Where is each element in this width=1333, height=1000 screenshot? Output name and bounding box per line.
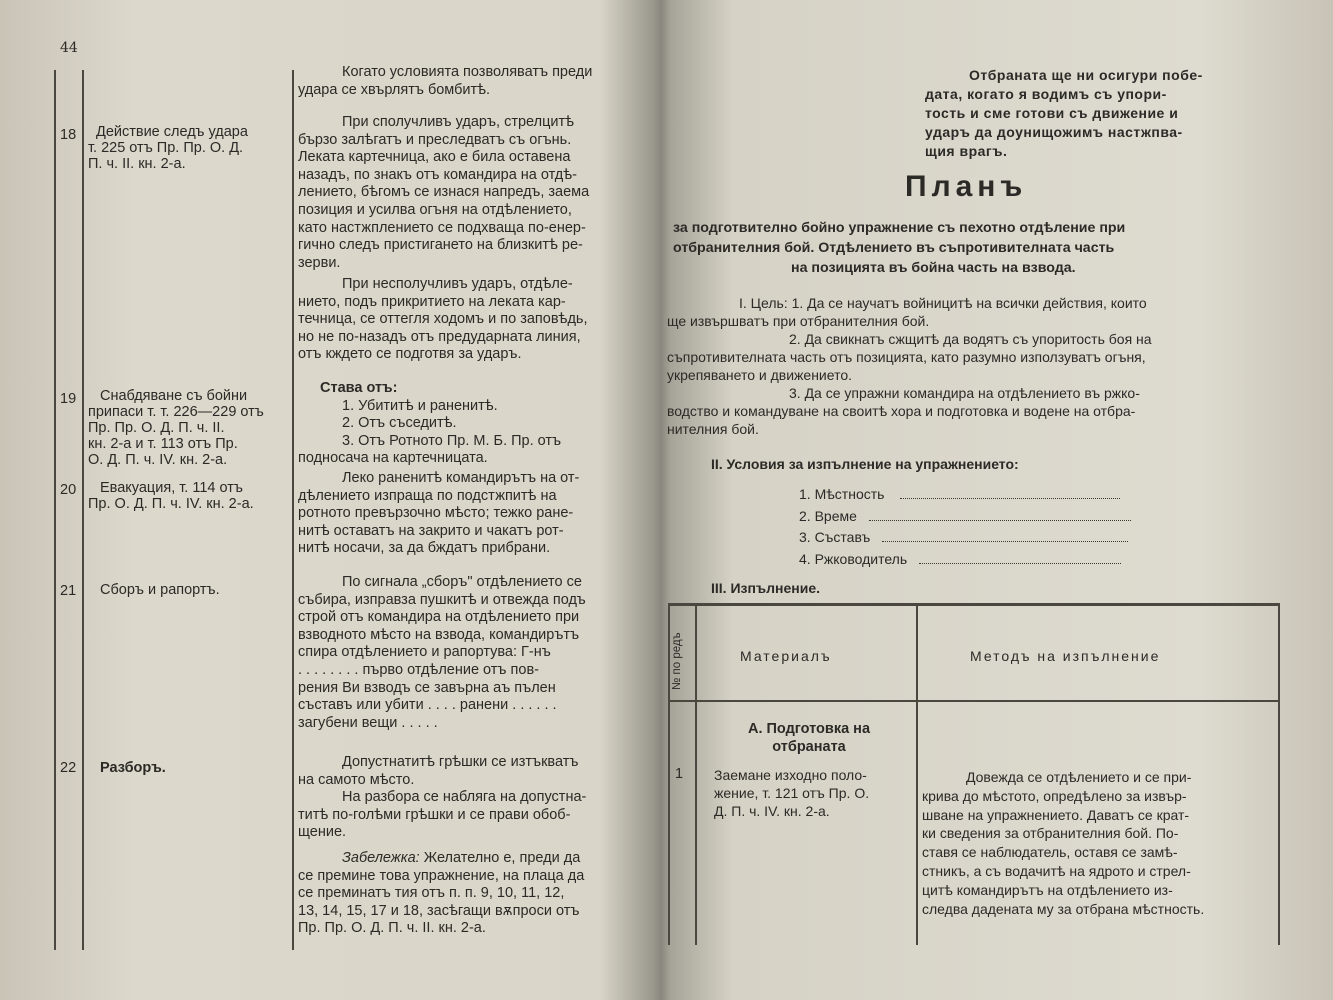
action-line: Действие следъ удара <box>96 124 248 140</box>
text-line: събира, изправза пушкитѣ и отвежда подъ <box>298 591 586 608</box>
text-line: жение, т. 121 отъ Пр. О. <box>714 785 870 801</box>
text-line: нителния бой. <box>667 421 759 437</box>
column-rule <box>82 70 84 950</box>
text-line: 3. Отъ Ротното Пр. М. Б. Пр. отъ <box>342 432 562 449</box>
text-line: се премине това упражнение, на плаца да <box>298 867 585 884</box>
text-line: съставъ или убити . . . . ранени . . . . . . <box>298 697 557 714</box>
action-line: П. ч. II. кн. 2-а. <box>88 156 186 172</box>
method-paragraph <box>298 276 644 364</box>
text-line: При сполучливъ ударъ, стрелцитѣ <box>342 114 575 130</box>
text-line: се преминатъ тия отъ п. п. 9, 10, 11, 12, <box>298 885 565 902</box>
epigraph <box>925 66 1275 161</box>
table-top-rule <box>668 603 1280 606</box>
table-method-cell <box>922 768 1274 918</box>
action-line: О. Д. П. ч. IV. кн. 2-а. <box>88 452 228 468</box>
text-line: тость и сме готови съ движение и <box>925 105 1179 121</box>
text-line: На разбора се набляга на допустна- <box>342 789 587 806</box>
table-section-heading <box>714 720 904 756</box>
text-line: . . . . . . . . първо отдѣление отъ пов- <box>298 661 539 678</box>
action-line: припаси т. т. 226—229 отъ <box>88 404 264 420</box>
text-line: нитѣ оставатъ на закрито и чакатъ рот- <box>298 522 564 539</box>
text-line: ударъ да доунищожимъ настжпва- <box>925 124 1183 140</box>
goal-section <box>667 294 1307 438</box>
action-line: Сборъ и рапортъ. <box>100 582 220 598</box>
condition-item: 1. Мѣстность <box>799 486 885 502</box>
table-rule <box>668 603 670 945</box>
action-line: т. 225 отъ Пр. Пр. О. Д. <box>88 140 244 156</box>
text-line: Става отъ: <box>320 380 398 396</box>
fill-line <box>919 563 1121 564</box>
text-line: укрепяването и движението. <box>667 367 853 383</box>
text-line: съпротивителната часть отъ позицията, като разумно използуватъ огъня, <box>667 349 1146 365</box>
note-label: Забележка: <box>342 850 420 866</box>
method-paragraph <box>298 754 644 842</box>
text-line: Леката картечница, ако е била оставена <box>298 149 571 166</box>
text-line: А. Подготовка на <box>747 721 871 737</box>
text-line: строй отъ командира на отдѣлението при <box>298 609 580 626</box>
method-paragraph-note <box>298 850 644 938</box>
text-line: Когато условията позволяватъ преди <box>342 64 593 80</box>
text-line: рения Ви взводъ се завърна аъ пълен <box>298 679 556 696</box>
text-line: щение. <box>298 824 347 841</box>
text-line: удара се хвърлятъ бомбитѣ. <box>298 81 491 98</box>
text-line: за подготвително бойно упражнение съ пехотно отдѣление при <box>673 220 1126 236</box>
text-line: Заемане изходно поло- <box>714 767 867 783</box>
text-line: нието, подъ прикритието на леката кар- <box>298 293 566 310</box>
column-rule <box>292 70 294 950</box>
text-line: на самото мѣсто. <box>298 771 415 788</box>
action-cell <box>100 760 290 776</box>
method-paragraph <box>298 64 644 99</box>
column-header-method: Методъ на изпълнение <box>970 648 1161 664</box>
table-rule <box>916 603 918 945</box>
text-line: ротното превързочно мѣсто; тежко ранe- <box>298 505 574 522</box>
text-line: загубени вещи . . . . . <box>298 714 438 731</box>
text-line: отъ кждето се подготвя за ударъ. <box>298 346 522 363</box>
text-line: взводното мѣсто на взвода, командирътъ <box>298 626 580 643</box>
text-line: подносача на картечницата. <box>298 450 488 467</box>
text-line: При несполучливъ ударъ, отдѣле- <box>342 276 573 292</box>
text-line: лението, бѣгомъ се изнася напредъ, заема <box>298 184 590 201</box>
text-line: следва дадената му за отбрана мѣстность. <box>922 900 1205 917</box>
text-line: крива до мѣстото, опредѣлено за извър- <box>922 787 1187 804</box>
text-line: I. Цель: 1. Да се научатъ войницитѣ на всички действия, които <box>739 295 1147 311</box>
page-number: 44 <box>60 40 78 56</box>
row-number: 20 <box>60 482 77 498</box>
text-line: но не по-назадъ отъ предударната линия, <box>298 328 581 345</box>
text-line: титѣ по-голѣми грѣшки и се прави обоб- <box>298 806 571 823</box>
table-material-cell <box>714 766 912 820</box>
condition-item: 3. Съставъ <box>799 529 871 545</box>
text-line: Леко раненитѣ командирътъ на от- <box>342 470 580 486</box>
page-title: Планъ <box>905 170 1028 203</box>
action-line: кн. 2-а и т. 113 отъ Пр. <box>88 436 238 452</box>
column-header-number: № по редъ <box>671 632 683 690</box>
text-line: Желателно е, преди да <box>423 850 581 866</box>
text-line: стникъ, а съ водачитѣ на ядрото и стрел- <box>922 862 1191 879</box>
action-cell <box>88 388 288 468</box>
action-line: Пр. Пр. О. Д. П. ч. II. <box>88 420 225 436</box>
text-line: отбраната <box>772 739 846 755</box>
text-line: ки сведения за отбранителния бой. По- <box>922 825 1179 842</box>
text-line: Пр. Пр. О. Д. П. ч. II. кн. 2-а. <box>298 920 486 937</box>
conditions-list <box>799 484 1199 570</box>
action-line: Разборъ. <box>100 760 166 776</box>
fill-line <box>900 498 1120 499</box>
subtitle <box>673 218 1293 278</box>
text-line: течница, се оттегля ходомъ и по заповѣдь, <box>298 311 588 328</box>
action-cell <box>88 480 288 512</box>
action-cell <box>88 124 288 172</box>
text-line: ставя се наблюдатель, оставя се замѣ- <box>922 844 1178 861</box>
action-line: Пр. О. Д. П. ч. IV. кн. 2-а. <box>88 496 254 512</box>
text-line: По сигнала „сборъ" отдѣлението се <box>342 574 582 590</box>
method-paragraph <box>298 574 644 732</box>
text-line: позиция и усилва огъня на отдѣлението, <box>298 201 572 218</box>
method-paragraph <box>298 114 644 272</box>
row-number: 18 <box>60 127 77 143</box>
condition-item: 4. Ржководитель <box>799 550 908 567</box>
text-line: щия врагъ. <box>925 143 1008 159</box>
table-rule <box>1278 603 1280 945</box>
table-header-rule <box>668 700 1280 702</box>
text-line: на позицията въ бойна часть на взвода. <box>791 260 1076 276</box>
text-line: водство и командуване на своитѣ хора и подготовка и водене на отбра- <box>667 403 1136 419</box>
table-row-number: 1 <box>675 766 684 782</box>
text-line: 3. Да се упражни командира на отдѣлението въ ржко- <box>789 385 1140 401</box>
text-line: спира отдѣлението и рапортува: Г-нъ <box>298 644 551 661</box>
text-line: отбранителния бой. Отдѣлението въ съпротивителната часть <box>673 240 1115 256</box>
conditions-heading: II. Условия за изпълнение на упражнението: <box>711 456 1019 472</box>
text-line: бързо залѣгатъ и преследватъ съ огънь. <box>298 131 572 148</box>
text-line: Отбраната ще ни осигури побе- <box>969 67 1203 83</box>
text-line: дата, когато я водимъ съ упори- <box>925 86 1167 102</box>
action-line: Снабдяване съ бойни <box>100 388 248 404</box>
left-page <box>0 0 650 1000</box>
text-line: зерви. <box>298 254 341 271</box>
table-rule <box>695 603 697 945</box>
row-number: 21 <box>60 583 77 599</box>
action-line: Евакуация, т. 114 отъ <box>100 480 243 496</box>
text-line: 1. Убититѣ и раненитѣ. <box>342 397 498 414</box>
row-number: 19 <box>60 391 77 407</box>
text-line: ще извършватъ при отбранителния бой. <box>667 313 930 329</box>
column-header-material: Материалъ <box>740 648 832 664</box>
text-line: 2. Да свикнатъ сжщитѣ да водятъ съ упоритость боя на <box>789 331 1152 347</box>
text-line: като настжплението се подхваща по-енер- <box>298 219 586 236</box>
method-paragraph <box>298 380 644 468</box>
text-line: гично следъ пристигането на близкитѣ ре- <box>298 237 583 254</box>
text-line: назадъ, по знакъ отъ командира на отдѣ- <box>298 166 577 183</box>
column-rule <box>54 70 56 950</box>
condition-item: 2. Време <box>799 507 857 524</box>
text-line: нитѣ носачи, за да бждатъ прибрани. <box>298 540 551 557</box>
fill-line <box>869 520 1131 521</box>
method-paragraph <box>298 470 644 558</box>
text-line: Довежда се отдѣлението и се при- <box>966 769 1192 785</box>
text-line: Допустнатитѣ грѣшки се изтъкватъ <box>342 754 579 770</box>
text-line: шване на упражнението. Даватъ се крат- <box>922 806 1190 823</box>
text-line: цитѣ командирътъ на отдѣлението из- <box>922 881 1173 898</box>
text-line: Д. П. ч. IV. кн. 2-а. <box>714 803 830 819</box>
row-number: 22 <box>60 760 77 776</box>
execution-heading: III. Изпълнение. <box>711 580 821 596</box>
text-line: 13, 14, 15, 17 и 18, засѣгащи вѫпроси отъ <box>298 902 580 919</box>
action-cell <box>100 582 290 598</box>
text-line: 2. Отъ съседитѣ. <box>342 415 457 432</box>
fill-line <box>882 541 1128 542</box>
text-line: дѣлението изпраща по подстжпитѣ на <box>298 487 557 504</box>
